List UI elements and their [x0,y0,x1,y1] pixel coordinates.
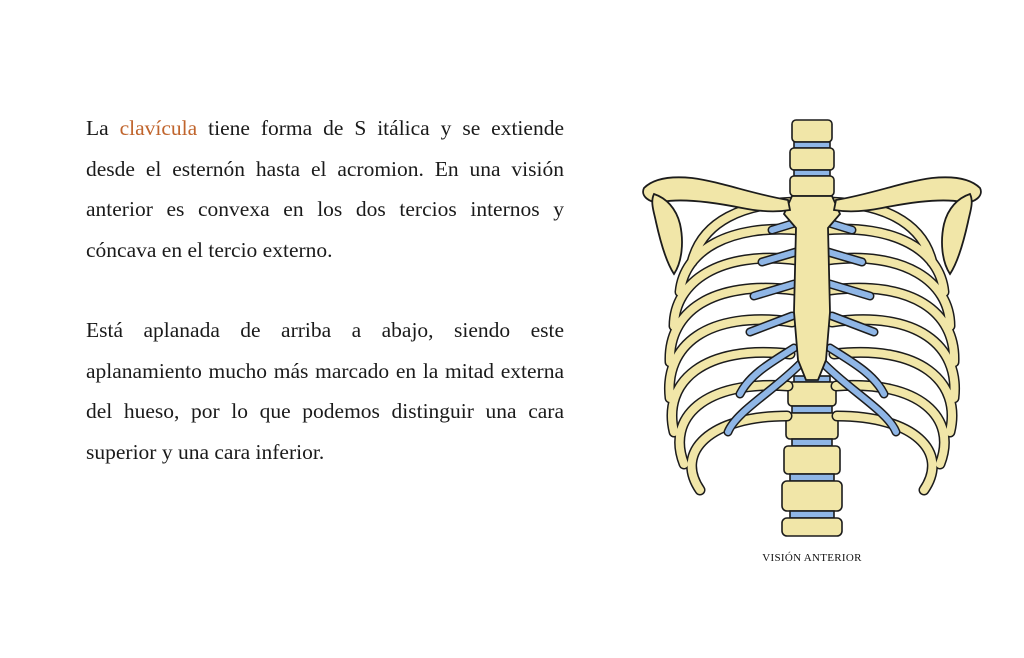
paragraph-clavicle-faces: Está aplanada de arriba a abajo, siendo este aplanamiento mucho más marcado en la mitad externa del hueso, por lo que podemos distinguir una cara superior y una cara inferior. [86,318,564,464]
paragraph-1-body: tiene forma de S itálica y se extiende desde el esternón hasta el acromion. En una visión anterior es convexa en los dos tercios internos y cóncava en el tercio externo. [86,116,564,262]
text-column [86,108,564,472]
figure-caption: VISIÓN ANTERIOR [762,552,862,564]
ribs-left-fill [669,202,802,490]
ribs-right-fill [822,202,955,490]
paragraph-1-lead: La [86,116,120,140]
rib-cage-illustration [632,112,992,542]
rib-cage-figure [632,112,992,582]
highlight-term-clavicula: clavícula [119,116,198,140]
paragraph-clavicle-shape [86,108,564,270]
